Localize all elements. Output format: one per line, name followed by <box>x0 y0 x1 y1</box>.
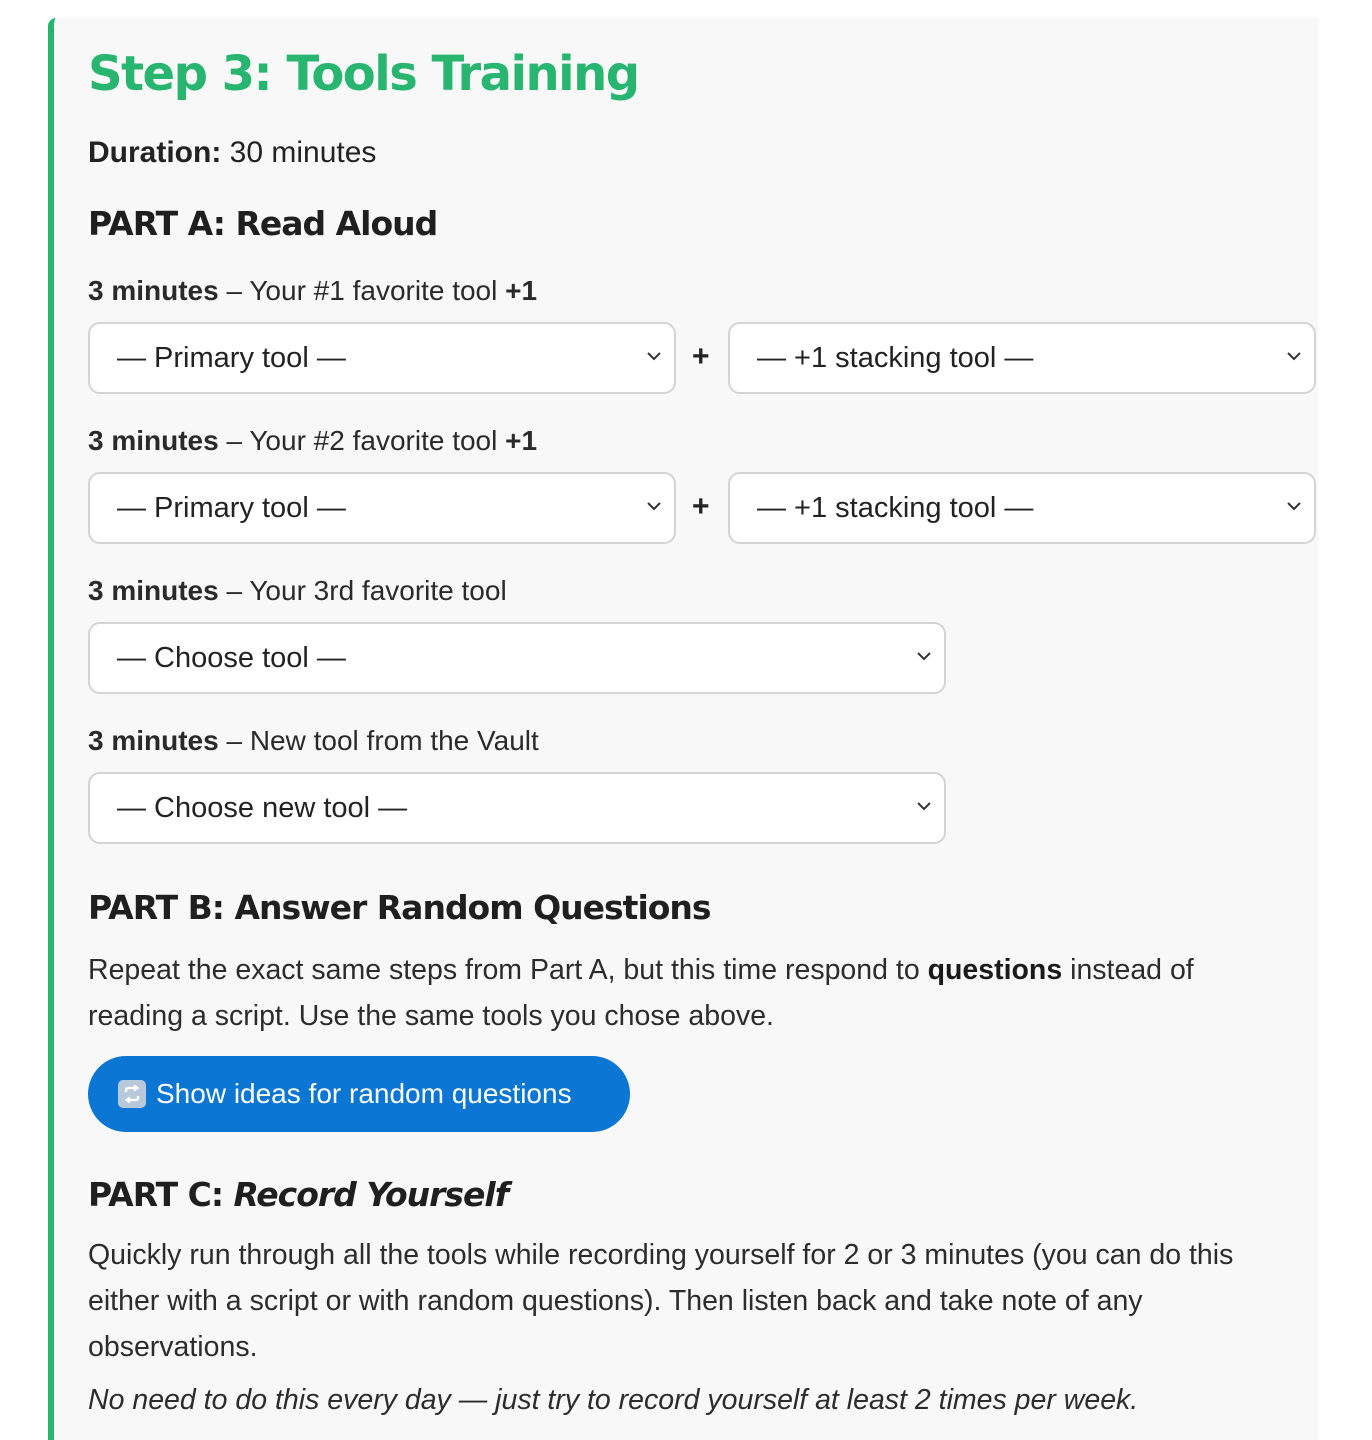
repeat-icon <box>118 1080 146 1108</box>
part-b-text-before: Repeat the exact same steps from Part A, but this time respond to <box>88 954 928 986</box>
part-b-heading: PART B: Answer Random Questions <box>88 888 711 927</box>
duration-line <box>88 136 376 170</box>
item-2-stacking-tool-value: — +1 stacking tool — <box>757 491 1034 524</box>
item-3-tool-value: — Choose tool — <box>117 641 346 674</box>
duration-value: 30 minutes <box>221 136 377 169</box>
part-b-text-after: instead of reading a script. Use the same tools you chose above. <box>88 954 1194 1032</box>
part-a-item-2-label <box>88 425 537 457</box>
item-4-text: – New tool from the Vault <box>218 725 539 756</box>
item-2-primary-tool-value: — Primary tool — <box>117 491 346 524</box>
show-random-questions-label: Show ideas for random questions <box>156 1078 572 1109</box>
part-c-heading-italic: Record Yourself <box>233 1175 509 1214</box>
chevron-down-icon <box>916 648 932 664</box>
part-c-heading-prefix: PART C: <box>88 1175 234 1214</box>
part-a-item-4-label <box>88 725 539 757</box>
item-3-tool-select[interactable] <box>88 622 946 694</box>
item-4-new-tool-select[interactable] <box>88 772 946 844</box>
item-1-minutes: 3 minutes <box>88 275 219 306</box>
item-4-new-tool-value: — Choose new tool — <box>117 791 408 824</box>
item-2-primary-tool-select[interactable] <box>88 472 676 544</box>
part-c-description: Quickly run through all the tools while recording yourself for 2 or 3 minutes (you can do this either with a script or with random questions). Then listen back and take note of any observations. <box>88 1239 1234 1363</box>
step-card <box>48 18 1318 1440</box>
part-a-item-1-label <box>88 275 537 307</box>
chevron-down-icon <box>1286 498 1302 514</box>
part-a-heading: PART A: Read Aloud <box>88 204 438 243</box>
item-3-text: – Your 3rd favorite tool <box>218 575 507 606</box>
item-1-suffix: +1 <box>505 275 538 306</box>
item-3-minutes: 3 minutes <box>88 575 219 606</box>
item-1-text: – Your #1 favorite tool <box>218 275 506 306</box>
part-a-item-3-label <box>88 575 507 607</box>
step-title: Step 3: Tools Training <box>88 46 639 102</box>
chevron-down-icon <box>646 498 662 514</box>
item-2-minutes: 3 minutes <box>88 425 219 456</box>
chevron-down-icon <box>646 348 662 364</box>
chevron-down-icon <box>916 798 932 814</box>
show-random-questions-button[interactable] <box>88 1056 630 1132</box>
item-2-suffix: +1 <box>505 425 538 456</box>
duration-label: Duration: <box>88 136 222 169</box>
item-1-stacking-tool-select[interactable] <box>728 322 1316 394</box>
item-1-primary-tool-value: — Primary tool — <box>117 341 346 374</box>
item-1-primary-tool-select[interactable] <box>88 322 676 394</box>
part-b-text-bold: questions <box>927 954 1063 986</box>
item-1-stacking-tool-value: — +1 stacking tool — <box>757 341 1034 374</box>
part-b-description <box>88 947 1288 1039</box>
part-c-heading <box>88 1175 508 1214</box>
part-c-note: No need to do this every day — just try to record yourself at least 2 times per week. <box>88 1384 1139 1416</box>
item-1-plus: + <box>692 340 710 373</box>
item-2-plus: + <box>692 490 710 523</box>
item-2-stacking-tool-select[interactable] <box>728 472 1316 544</box>
item-4-minutes: 3 minutes <box>88 725 219 756</box>
chevron-down-icon <box>1286 348 1302 364</box>
item-2-text: – Your #2 favorite tool <box>218 425 506 456</box>
